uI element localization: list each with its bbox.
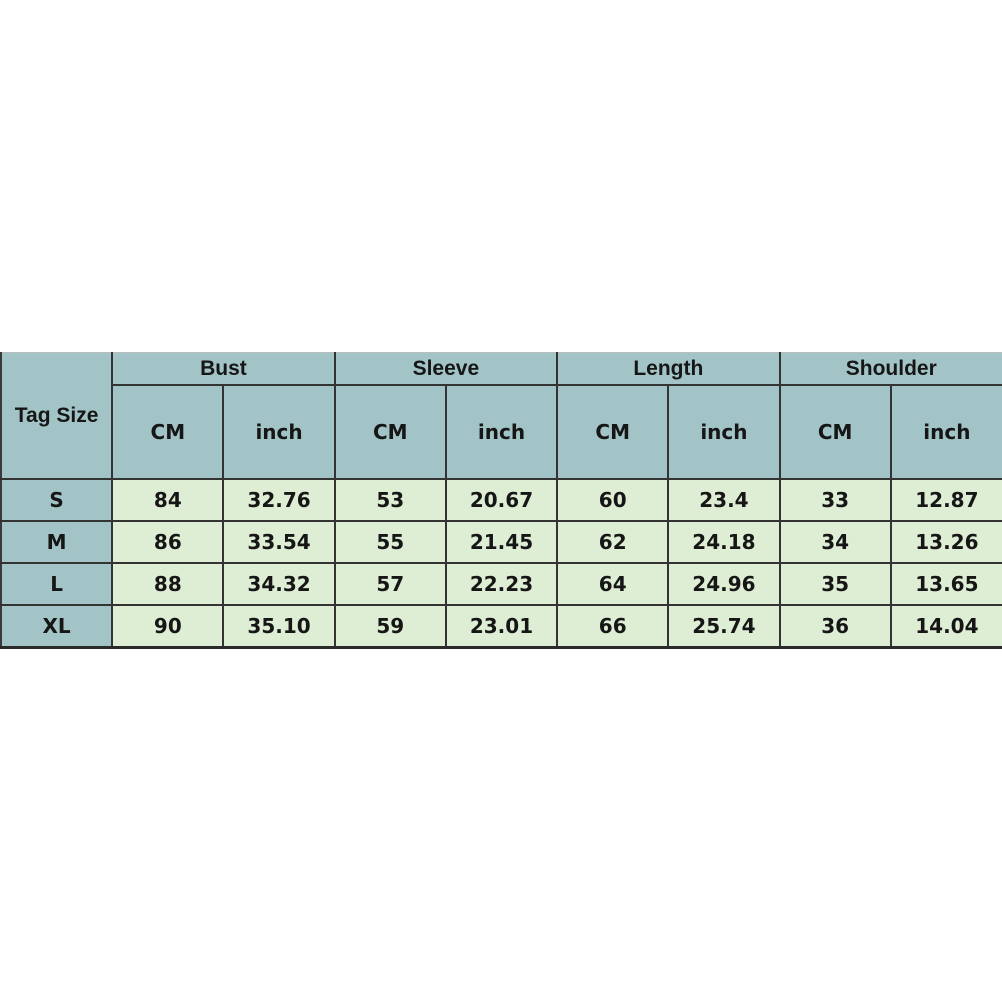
data-cell: 55 [335, 521, 446, 563]
data-cell: 12.87 [891, 479, 1002, 521]
data-cell: 14.04 [891, 605, 1002, 648]
data-cell: 33.54 [223, 521, 334, 563]
data-cell: 24.96 [668, 563, 779, 605]
data-cell: 23.4 [668, 479, 779, 521]
table-row-size-m [1, 521, 1002, 563]
data-cell: 35 [780, 563, 891, 605]
data-cell: 25.74 [668, 605, 779, 648]
corner-tag-size-label: Tag Size [1, 353, 112, 480]
unit-header-shoulder-cm: CM [780, 385, 891, 479]
unit-header-shoulder-inch: inch [891, 385, 1002, 479]
table-row-size-s [1, 479, 1002, 521]
unit-header-length-cm: CM [557, 385, 668, 479]
table-row-size-xl [1, 605, 1002, 648]
size-label: L [1, 563, 112, 605]
data-cell: 13.26 [891, 521, 1002, 563]
size-label: M [1, 521, 112, 563]
group-header-shoulder: Shoulder [780, 353, 1002, 386]
size-chart-table [0, 352, 1002, 649]
data-cell: 20.67 [446, 479, 557, 521]
data-cell: 60 [557, 479, 668, 521]
data-cell: 64 [557, 563, 668, 605]
data-cell: 33 [780, 479, 891, 521]
unit-header-bust-cm: CM [112, 385, 223, 479]
data-cell: 35.10 [223, 605, 334, 648]
units-header-row [1, 385, 1002, 479]
unit-header-length-inch: inch [668, 385, 779, 479]
data-cell: 62 [557, 521, 668, 563]
data-cell: 59 [335, 605, 446, 648]
data-cell: 36 [780, 605, 891, 648]
data-cell: 34 [780, 521, 891, 563]
data-cell: 66 [557, 605, 668, 648]
group-header-sleeve: Sleeve [335, 353, 557, 386]
data-cell: 13.65 [891, 563, 1002, 605]
data-cell: 86 [112, 521, 223, 563]
unit-header-sleeve-cm: CM [335, 385, 446, 479]
data-cell: 84 [112, 479, 223, 521]
data-cell: 53 [335, 479, 446, 521]
data-cell: 32.76 [223, 479, 334, 521]
data-cell: 24.18 [668, 521, 779, 563]
unit-header-sleeve-inch: inch [446, 385, 557, 479]
group-header-row [1, 353, 1002, 386]
group-header-bust: Bust [112, 353, 334, 386]
size-label: S [1, 479, 112, 521]
data-cell: 34.32 [223, 563, 334, 605]
group-header-length: Length [557, 353, 779, 386]
unit-header-bust-inch: inch [223, 385, 334, 479]
data-cell: 21.45 [446, 521, 557, 563]
table-row-size-l [1, 563, 1002, 605]
data-cell: 90 [112, 605, 223, 648]
data-cell: 23.01 [446, 605, 557, 648]
data-cell: 57 [335, 563, 446, 605]
size-label: XL [1, 605, 112, 648]
data-cell: 22.23 [446, 563, 557, 605]
data-cell: 88 [112, 563, 223, 605]
